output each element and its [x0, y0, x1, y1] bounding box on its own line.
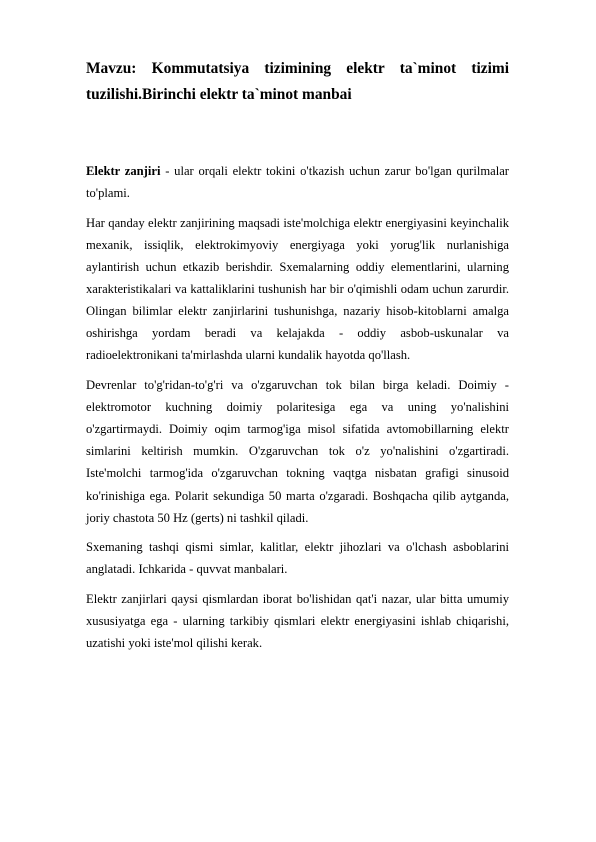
definition-term: Elektr zanjiri: [86, 164, 161, 178]
definition-paragraph: [86, 160, 509, 204]
document-body: [86, 160, 509, 662]
body-paragraph-2: Devrenlar to'g'ridan-to'g'ri va o'zgaruvchan tok bilan birga keladi. Doimiy - elektromotor kuchning doimiy polaritesiga ega va uning yo'nalishini o'zgartirmaydi. Doimiy oqim tarmog'iga misol sifatida avtomobillarning elektr simlarini keltirish mumkin. O'zgaruvchan tok o'z yo'nalishini o'zgartiradi. Iste'molchi tarmog'ida o'zgaruvchan tokning vaqtga nisbatan grafigi sinusoid ko'rinishiga ega. Polarit sekundiga 50 marta o'zgaradi. Boshqacha qilib aytganda, joriy chastota 50 Hz (gerts) ni tashkil qiladi.: [86, 378, 509, 525]
body-paragraph-1: Har qanday elektr zanjirining maqsadi iste'molchiga elektr energiyasini keyinchalik mexanik, issiqlik, elektrokimyoviy energiyaga yoki yorug'lik nurlanishiga aylantirish uchun etkazib berishdir. Sxemalarning oddiy elementlarini, ularning xarakteristikalari va kattaliklarini tushunish har bir o'qimishli odam uchun zarurdir. Olingan bilimlar elektr zanjirlarini tushunishga, nazariy hisob-kitoblarni amalga oshirishga yordam beradi va kelajakda - oddiy asbob-uskunalar va radioelektronikani ta'mirlashda ularni kundalik hayotda qo'llash.: [86, 215, 509, 363]
document-title: Mavzu: Kommutatsiya tizimining elektr ta`minot tizimi tuzilishi.Birinchi elektr ta`minot manbai: [86, 60, 509, 103]
definition-text: - ular orqali elektr tokini o'tkazish uchun zarur bo'lgan qurilmalar to'plami.: [86, 164, 509, 201]
body-paragraph-4: Elektr zanjirlari qaysi qismlardan iborat bo'lishidan qat'i nazar, ular bitta umumiy xususiyatga ega - ularning tarkibiy qismlari elektr energiyasini ishlab chiqarishi, uzatishi yoki iste'mol qilishi kerak.: [86, 592, 509, 651]
body-paragraph-3: Sxemaning tashqi qismi simlar, kalitlar, elektr jihozlari va o'lchash asboblarini anglatadi. Ichkarida - quvvat manbalari.: [86, 540, 509, 577]
